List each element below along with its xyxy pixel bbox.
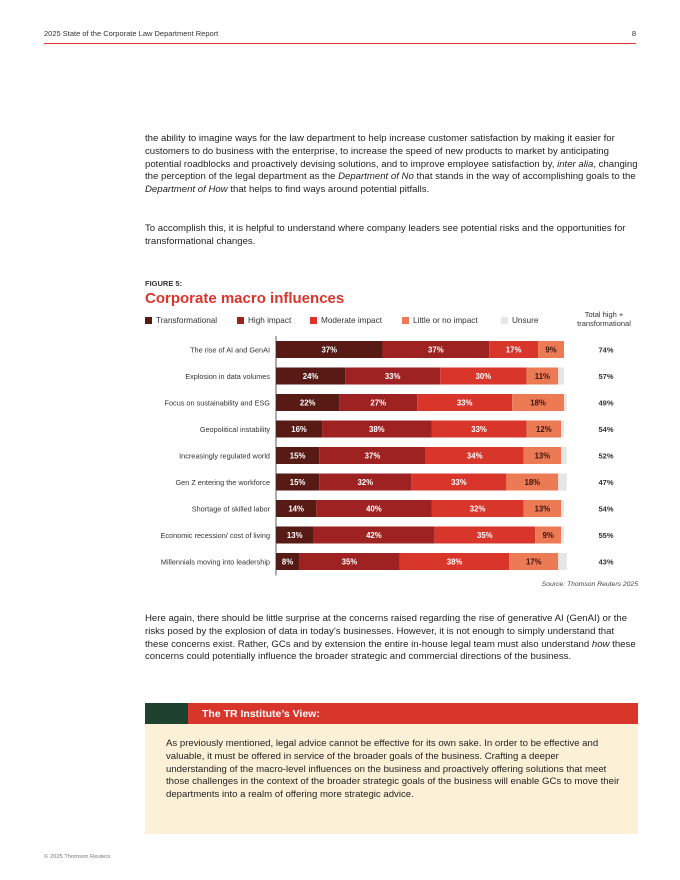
total-value: 54% <box>598 425 614 434</box>
intro-text-department-of-no: Department of No <box>338 171 414 183</box>
callout-accent-block <box>145 703 188 724</box>
intro-text-e: that stands in the way of accomplishing goals to the <box>413 171 636 183</box>
data-label: 11% <box>534 372 550 381</box>
analysis-text-a: Here again, there should be little surprise at the concerns raised regarding the rise of generative AI (GenAI) or the risks posed by the explosion of data in today’s businesses. However, it is not enough to simply understand that these concerns exist. Rather, GCs and by extension the entire in-house legal team must also understand <box>145 613 628 650</box>
data-label: 12% <box>536 425 552 434</box>
data-label: 33% <box>456 398 473 408</box>
data-label: 35% <box>341 557 358 567</box>
data-label: 42% <box>366 531 382 540</box>
macro-influences-chart <box>140 336 644 576</box>
total-value: 57% <box>598 372 614 381</box>
data-label: 15% <box>289 451 306 461</box>
data-label: 8% <box>281 557 294 567</box>
data-label: 30% <box>475 372 492 381</box>
total-value: 55% <box>598 531 614 540</box>
category-label: Shortage of skilled labor <box>191 504 270 514</box>
data-label: 35% <box>476 531 493 540</box>
category-label: Millennials moving into leadership <box>160 557 270 567</box>
legend-high-impact <box>237 316 291 325</box>
data-label: 38% <box>368 425 385 434</box>
figure-label: FIGURE 5: <box>145 279 183 288</box>
bar-segment <box>561 421 564 438</box>
data-label: 9% <box>545 345 557 355</box>
data-label: 9% <box>542 531 554 540</box>
chart-source: Source: Thomson Reuters 2025 <box>541 581 638 588</box>
total-value: 52% <box>598 451 614 461</box>
category-label: Economic recession/ cost of living <box>160 531 270 540</box>
data-label: 18% <box>530 398 546 408</box>
data-label: 17% <box>505 345 522 355</box>
total-value: 74% <box>598 345 614 355</box>
callout-title: The TR Institute’s View: <box>202 708 320 720</box>
intro-text-p2: To accomplish this, it is helpful to understand where company leaders see potential risks and the opportunities for transformational changes. <box>145 223 626 247</box>
callout-header <box>145 703 638 724</box>
intro-text-a: the ability to imagine ways for the law department to help increase customer satisfaction by making it easier for customers to do business with the enterprise, to increase the speed of new products to market by anticipating potential roadblocks and proactively devising solutions, and to improve employee satisfaction by, <box>145 133 615 170</box>
data-label: 15% <box>289 478 306 487</box>
legend-moderate-impact <box>310 316 382 325</box>
data-label: 13% <box>286 531 303 540</box>
data-label: 22% <box>299 398 316 408</box>
category-label: Gen Z entering the workforce <box>175 478 270 487</box>
callout-body: As previously mentioned, legal advice cannot be effective for its own sake. In order to be effective and valuable, it must be offered in service of the broader goals of the business. Crafting a deeper understanding of the macro-level influences on the business and proactively offering solutions that meet those challenges in the context of the broader strategic goals of the business will enable GCs to move their departments into a realm of offering more strategic advice. <box>166 738 620 801</box>
total-value: 43% <box>598 557 614 567</box>
legend-unsure <box>501 316 538 325</box>
data-label: 17% <box>525 557 542 567</box>
report-title: 2025 State of the Corporate Law Department Report <box>44 29 219 38</box>
data-label: 14% <box>288 504 304 514</box>
analysis-text-c: these concerns could potentially influence the broader strategic and commercial directions of the business. <box>145 638 636 663</box>
data-label: 34% <box>466 451 483 461</box>
bar-segment <box>561 500 564 517</box>
legend-label: Little or no impact <box>413 316 478 325</box>
total-value: 49% <box>598 398 614 408</box>
page-header <box>44 29 636 44</box>
intro-text-c: , changing the perception of the legal department as the <box>145 158 638 183</box>
figure-title: Corporate macro influences <box>145 290 345 307</box>
category-label: The rise of AI and GenAI <box>190 345 270 355</box>
legend-swatch <box>501 317 508 324</box>
legend-label: Moderate impact <box>321 316 382 325</box>
legend-label: Unsure <box>512 316 539 325</box>
legend-swatch <box>145 317 152 324</box>
page-number: 8 <box>631 29 636 38</box>
bar-segment <box>564 394 567 411</box>
data-label: 33% <box>384 372 401 381</box>
analysis-text-how: how <box>591 638 610 650</box>
bar-segment <box>558 368 564 385</box>
legend-label: High impact <box>248 316 292 325</box>
category-label: Geopolitical instability <box>199 425 270 434</box>
data-label: 33% <box>471 425 487 434</box>
data-label: 32% <box>357 478 374 487</box>
legend-transformational <box>145 316 217 325</box>
data-label: 18% <box>524 478 541 487</box>
legend-swatch <box>237 317 244 324</box>
analysis-paragraph <box>145 613 638 664</box>
data-label: 37% <box>364 451 381 461</box>
data-label: 37% <box>321 345 338 355</box>
legend-swatch <box>310 317 317 324</box>
intro-text-inter-alia: inter alia <box>557 158 594 170</box>
data-label: 37% <box>428 345 444 355</box>
total-value: 54% <box>598 504 614 514</box>
legend-label: Transformational <box>156 316 218 325</box>
data-label: 24% <box>302 372 319 381</box>
category-label: Focus on sustainability and ESG <box>164 398 270 408</box>
legend-swatch <box>402 317 409 324</box>
bar-segment <box>561 527 564 544</box>
data-label: 13% <box>534 451 551 461</box>
data-label: 40% <box>366 504 382 514</box>
intro-paragraph-1 <box>145 133 638 197</box>
total-value: 47% <box>598 478 614 487</box>
category-label: Explosion in data volumes <box>185 372 270 381</box>
intro-text-department-of-how: Department of How <box>145 184 228 196</box>
bar-segment <box>561 447 567 464</box>
data-label: 32% <box>469 504 486 514</box>
intro-text-g: that helps to find ways around potential pitfalls. <box>227 184 430 196</box>
bar-segment <box>558 474 567 491</box>
totals-column-header: Total high + transformational <box>577 310 631 328</box>
bar-segment <box>558 553 567 570</box>
data-label: 38% <box>446 557 463 567</box>
data-label: 13% <box>534 504 551 514</box>
callout-box <box>145 724 638 834</box>
intro-paragraph-2 <box>145 223 638 249</box>
category-label: Increasingly regulated world <box>179 451 270 461</box>
legend-little-impact <box>402 316 478 325</box>
data-label: 27% <box>370 398 387 408</box>
copyright: © 2025 Thomson Reuters <box>44 854 111 860</box>
data-label: 16% <box>291 425 307 434</box>
data-label: 33% <box>451 478 467 487</box>
